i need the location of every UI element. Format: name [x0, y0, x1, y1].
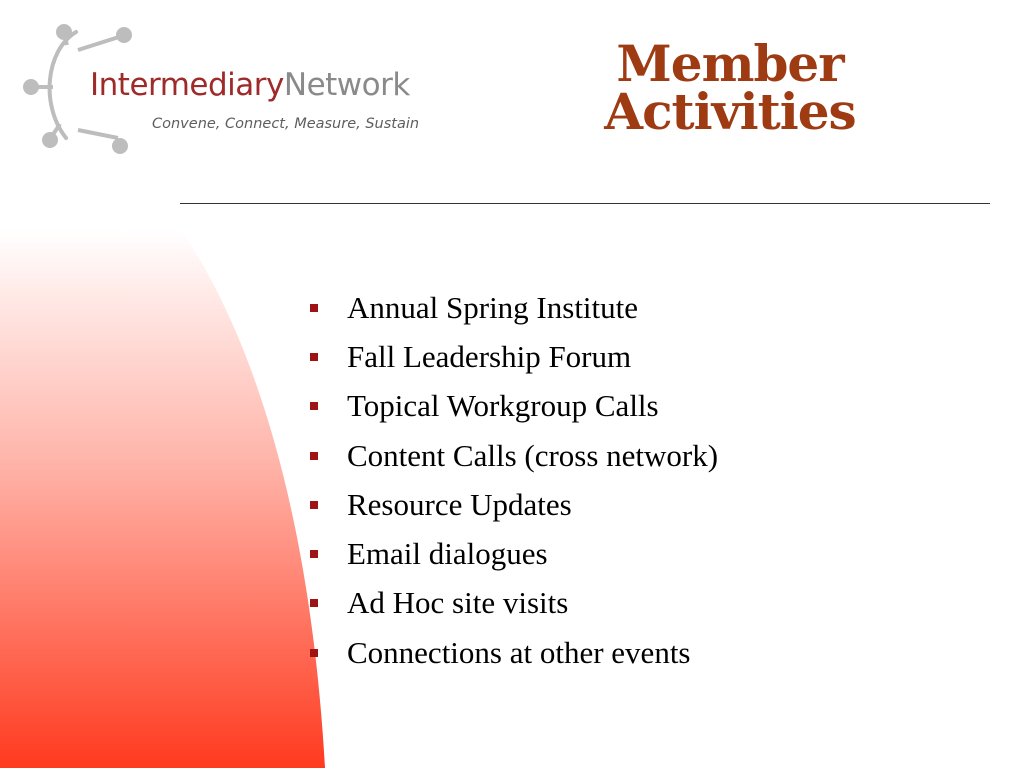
bullet-text: Fall Leadership Forum: [347, 338, 632, 374]
bullet-item: [310, 628, 718, 677]
bullet-text: Annual Spring Institute: [347, 289, 639, 325]
bullet-square-icon: [310, 501, 318, 509]
slide-title: [570, 34, 890, 141]
bullet-item: [310, 529, 718, 578]
bullet-text: Content Calls (cross network): [347, 437, 719, 473]
bullet-item: [310, 283, 718, 332]
bullet-list: [310, 283, 718, 677]
title-divider: [180, 203, 990, 204]
bullet-square-icon: [310, 550, 318, 558]
bullet-square-icon: [310, 304, 318, 312]
bullet-square-icon: [310, 452, 318, 460]
logo-wordmark: [90, 67, 410, 103]
bullet-item: [310, 332, 718, 381]
bullet-item: [310, 382, 718, 431]
slide-title-line-2: Activities: [604, 82, 856, 141]
slide-title-line-1: Member: [616, 34, 844, 93]
bullet-square-icon: [310, 353, 318, 361]
bullet-text: Email dialogues: [347, 536, 548, 572]
bullet-item: [310, 480, 718, 529]
bullet-square-icon: [310, 402, 318, 410]
bullet-item: [310, 431, 718, 480]
bullet-text: Ad Hoc site visits: [347, 585, 569, 621]
bullet-text: Resource Updates: [347, 486, 572, 522]
intermediary-network-logo: [18, 20, 458, 160]
bullet-square-icon: [310, 599, 318, 607]
logo-tagline: Convene, Connect, Measure, Sustain: [152, 116, 420, 132]
bullet-square-icon: [310, 649, 318, 657]
logo-word-intermediary: Intermediary: [90, 67, 284, 103]
bullet-item: [310, 579, 718, 628]
bullet-text: Connections at other events: [347, 634, 691, 670]
bullet-text: Topical Workgroup Calls: [347, 388, 659, 424]
logo-word-network: Network: [283, 67, 410, 103]
